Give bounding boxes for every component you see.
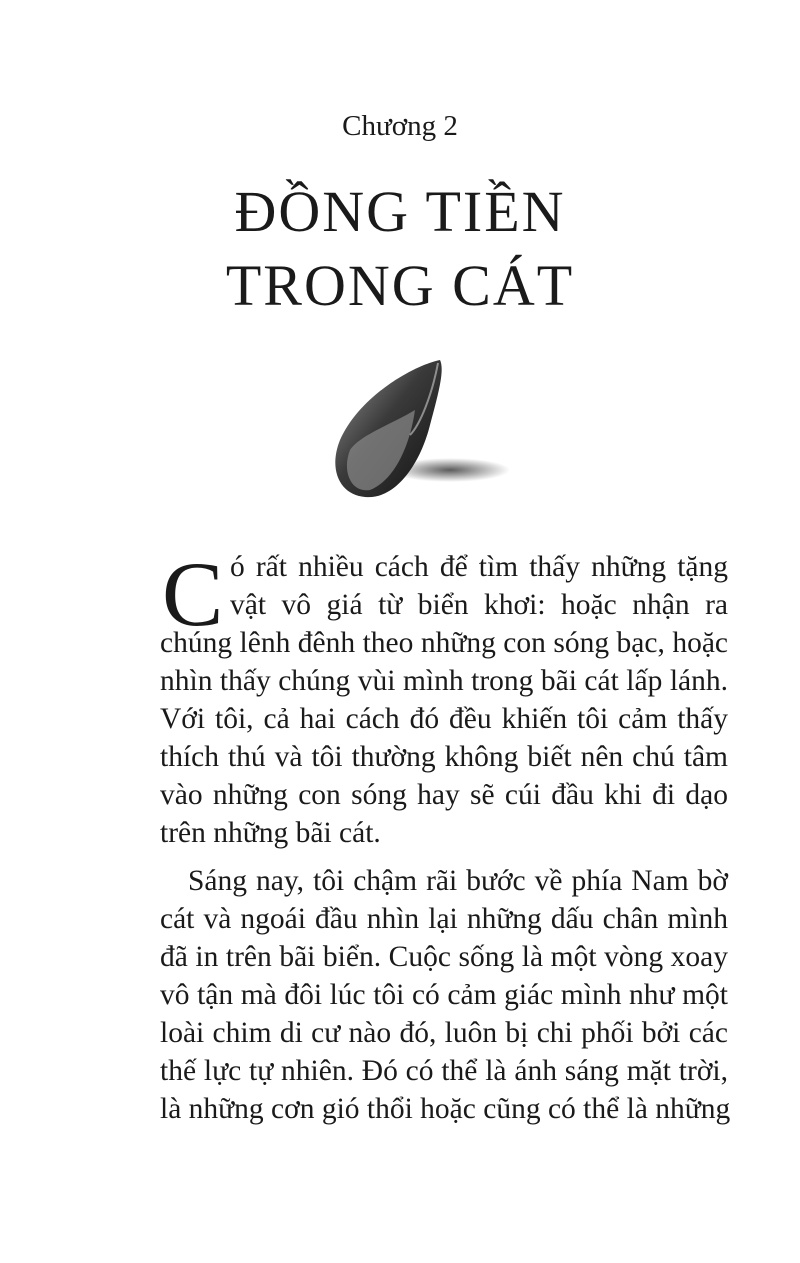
paragraph-2-line: đã in trên bãi biển. Cuộc sống là một vòng xoay — [160, 941, 728, 973]
paragraph-1-line: chúng lênh đênh theo những con sóng bạc, hoặc — [160, 627, 728, 659]
paragraph-2-line: loài chim di cư nào đó, luôn bị chi phối bởi các — [160, 1017, 728, 1049]
paragraph-1-line: nhìn thấy chúng vùi mình trong bãi cát lấp lánh. — [160, 665, 728, 697]
chapter-title-line-1: ĐỒNG TIỀN — [234, 179, 566, 244]
chapter-title-line-2: TRONG CÁT — [225, 253, 575, 318]
paragraph-2-line: cát và ngoái đầu nhìn lại những dấu chân mình — [160, 903, 728, 935]
chapter-label: Chương 2 — [342, 110, 458, 142]
paragraph-2-line: Sáng nay, tôi chậm rãi bước về phía Nam bờ — [188, 865, 728, 897]
paragraph-1-line: vào những con sóng hay sẽ cúi đầu khi đi dạo — [160, 779, 728, 811]
paragraph-2-line: vô tận mà đôi lúc tôi có cảm giác mình như một — [160, 979, 728, 1011]
seashell-icon — [320, 355, 510, 505]
paragraph-1-line: Với tôi, cả hai cách đó đều khiến tôi cảm thấy — [160, 703, 728, 735]
paragraph-1-line: ó rất nhiều cách để tìm thấy những tặng — [230, 551, 728, 583]
paragraph-1-line: thích thú và tôi thường không biết nên chú tâm — [160, 741, 728, 773]
paragraph-1-line: trên những bãi cát. — [160, 817, 381, 849]
drop-cap: C — [162, 543, 224, 645]
paragraph-1-line: vật vô giá từ biển khơi: hoặc nhận ra — [230, 589, 728, 621]
paragraph-2-line: là những cơn gió thổi hoặc cũng có thể là những — [160, 1093, 731, 1125]
paragraph-2-line: thế lực tự nhiên. Đó có thể là ánh sáng mặt trời, — [160, 1055, 728, 1087]
